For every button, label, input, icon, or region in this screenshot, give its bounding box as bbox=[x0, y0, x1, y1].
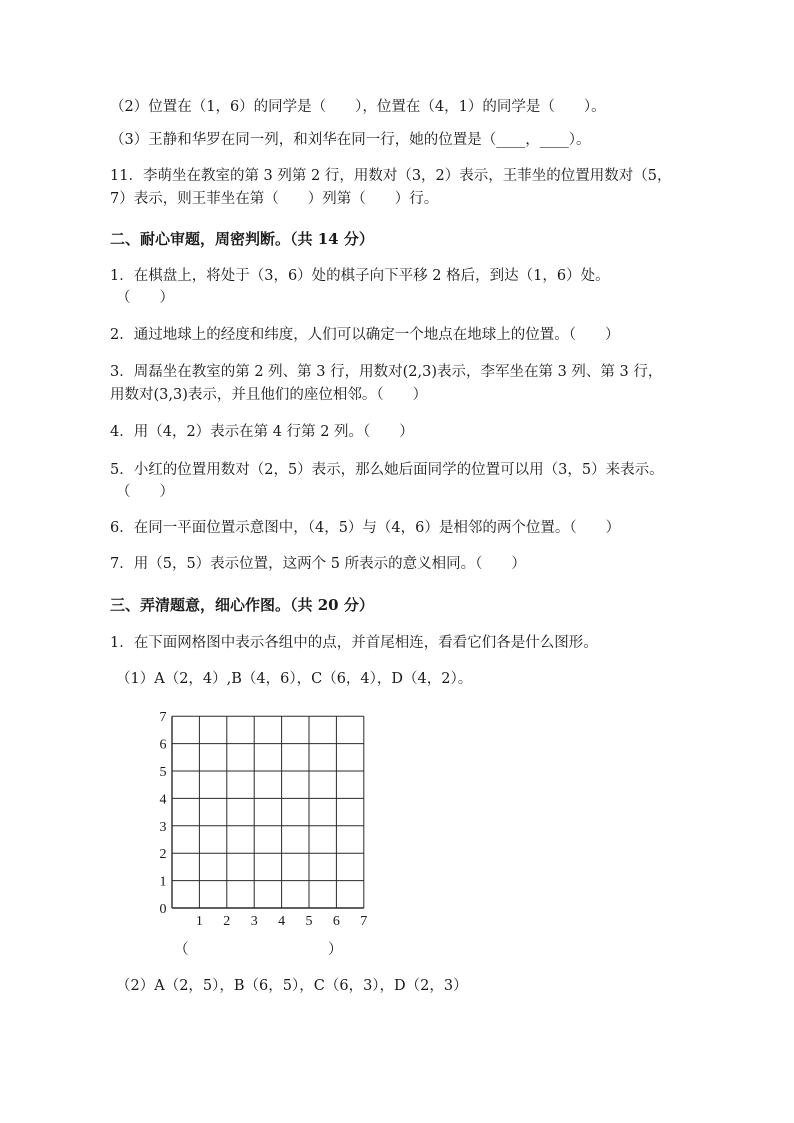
judge-item-1-line-1: 1．在棋盘上，将处于（3，6）处的棋子向下平移 2 格后，到达（1，6）处。 bbox=[110, 268, 610, 284]
judge-item-7: 7．用（5，5）表示位置，这两个 5 所表示的意义相同。（ ） bbox=[110, 556, 526, 572]
x-axis-tick-label: 5 bbox=[305, 914, 313, 929]
y-axis-tick-label: 7 bbox=[159, 710, 167, 726]
y-axis-tick-label: 6 bbox=[159, 737, 167, 753]
judge-item-2: 2．通过地球上的经度和纬度，人们可以确定一个地点在地球上的位置。（ ） bbox=[110, 327, 620, 343]
answer-paren-left: （ bbox=[174, 942, 189, 958]
x-axis-tick-label: 4 bbox=[278, 914, 286, 929]
y-axis-tick-label: 2 bbox=[159, 847, 167, 863]
drawing-question-1: 1．在下面网格图中表示各组中的点，并首尾相连，看看它们各是什么图形。 bbox=[110, 635, 598, 651]
y-axis-tick-label: 3 bbox=[159, 819, 167, 835]
judge-item-5-line-1: 5．小红的位置用数对（2，5）表示，那么她后面同学的位置可以用（3，5）来表示。 bbox=[110, 462, 664, 478]
drawing-subquestion-2: （2）A（2，5），B（6，5），C（6，3），D（2，3） bbox=[116, 978, 468, 994]
question-11-line-2: 7）表示，则王菲坐在第（ ）列第（ ）行。 bbox=[110, 191, 439, 207]
x-axis-tick-label: 6 bbox=[332, 914, 340, 929]
y-axis-tick-label: 1 bbox=[159, 874, 167, 890]
drawing-subquestion-1: （1）A（2，4）,B（4，6），C（6，4），D（4，2）。 bbox=[116, 671, 473, 687]
y-axis-tick-label: 5 bbox=[159, 765, 167, 780]
judge-item-3-line-1: 3．周磊坐在教室的第 2 列、第 3 行，用数对(2,3)表示，李军坐在第 3 列、第 3 行， bbox=[110, 364, 663, 380]
answer-paren-right: ） bbox=[328, 942, 343, 958]
judge-item-1-answer: （ ） bbox=[116, 290, 174, 306]
judge-item-6: 6．在同一平面位置示意图中，（4，5）与（4，6）是相邻的两个位置。（ ） bbox=[110, 520, 621, 536]
x-axis-tick-label: 2 bbox=[223, 914, 231, 929]
coordinate-grid bbox=[150, 708, 390, 958]
x-axis-tick-label: 7 bbox=[360, 914, 368, 929]
coordinate-grid-svg bbox=[150, 708, 390, 958]
question-10-part-3: （3）王静和华罗在同一列，和刘华在同一行，她的位置是（____，____）。 bbox=[110, 132, 591, 148]
x-axis-tick-label: 3 bbox=[250, 914, 258, 929]
judge-item-5-answer: （ ） bbox=[116, 484, 174, 500]
y-axis-tick-label: 4 bbox=[159, 792, 167, 808]
x-axis-tick-label: 1 bbox=[195, 914, 203, 929]
question-10-part-2: （2）位置在（1，6）的同学是（ ），位置在（4，1）的同学是（ ）。 bbox=[110, 99, 606, 115]
judge-item-3-line-2: 用数对(3,3)表示，并且他们的座位相邻。（ ） bbox=[110, 387, 428, 403]
y-axis-tick-label: 0 bbox=[159, 902, 167, 917]
judge-item-4: 4．用（4，2）表示在第 4 行第 2 列。（ ） bbox=[110, 424, 414, 440]
section-2-heading: 二、耐心审题，周密判断。（共 14 分） bbox=[110, 230, 374, 248]
section-3-heading: 三、弄清题意，细心作图。（共 20 分） bbox=[110, 596, 374, 614]
question-11-line-1: 11．李萌坐在教室的第 3 列第 2 行，用数对（3，2）表示，王菲坐的位置用数对（5， bbox=[110, 168, 672, 184]
